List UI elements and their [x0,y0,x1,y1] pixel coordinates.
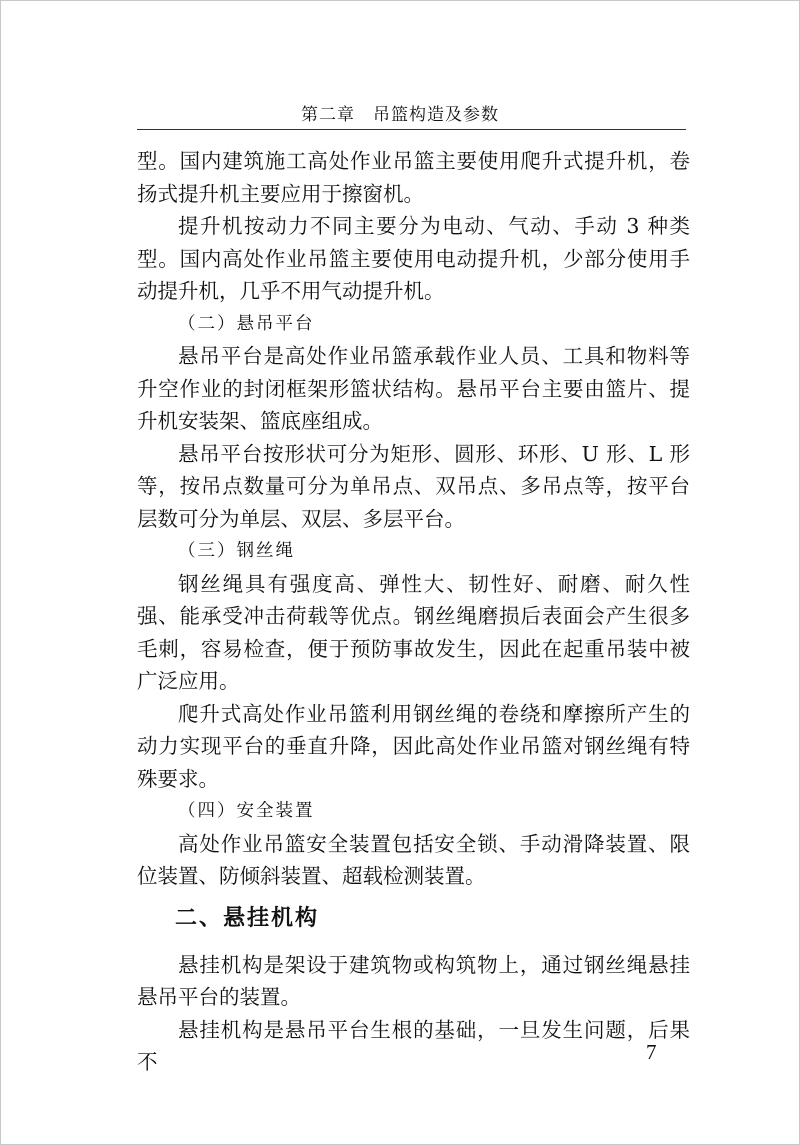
paragraph: 钢丝绳具有强度高、弹性大、韧性好、耐磨、耐久性强、能承受冲击荷载等优点。钢丝绳磨损后表面会产生很多毛刺，容易检查，便于预防事故发生，因此在起重吊装中被广泛应用。 [137,571,690,693]
section-heading: 二、悬挂机构 [175,905,320,931]
subheading: （三）钢丝绳 [178,541,295,561]
paragraph: 提升机按动力不同主要分为电动、气动、手动 3 种类型。国内高处作业吊篮主要使用电动提升机，少部分使用手动提升机，几乎不用气动提升机。 [137,214,690,303]
paragraph: 悬吊平台是高处作业吊篮承载作业人员、工具和物料等升空作业的封闭框架形篮状结构。悬吊平台主要由篮片、提升机安装架、篮底座组成。 [137,344,690,433]
body-text [137,145,690,1079]
running-header: 第二章 吊篮构造及参数 [301,105,499,125]
page-number: 7 [646,1040,657,1064]
paragraph: 型。国内建筑施工高处作业吊篮主要使用爬升式提升机，卷扬式提升机主要应用于擦窗机。 [137,149,690,206]
paragraph: 高处作业吊篮安全装置包括安全锁、手动滑降装置、限位装置、防倾斜装置、超载检测装置。 [137,831,690,888]
subheading: （二）悬吊平台 [178,313,315,334]
paragraph: 悬吊平台按形状可分为矩形、圆形、环形、U 形、L 形等，按吊点数量可分为单吊点、双吊点、多吊点等，按平台层数可分为单层、双层、多层平台。 [137,441,690,531]
paragraph: 爬升式高处作业吊篮利用钢丝绳的卷绕和摩擦所产生的动力实现平台的垂直升降，因此高处作业吊篮对钢丝绳有特殊要求。 [137,701,690,791]
header-rule [137,129,686,130]
subheading: （四）安全装置 [178,801,315,821]
paragraph: 悬挂机构是悬吊平台生根的基础，一旦发生问题，后果不 [137,1017,690,1074]
paragraph: 悬挂机构是架设于建筑物或构筑物上，通过钢丝绳悬挂悬吊平台的装置。 [137,952,690,1009]
